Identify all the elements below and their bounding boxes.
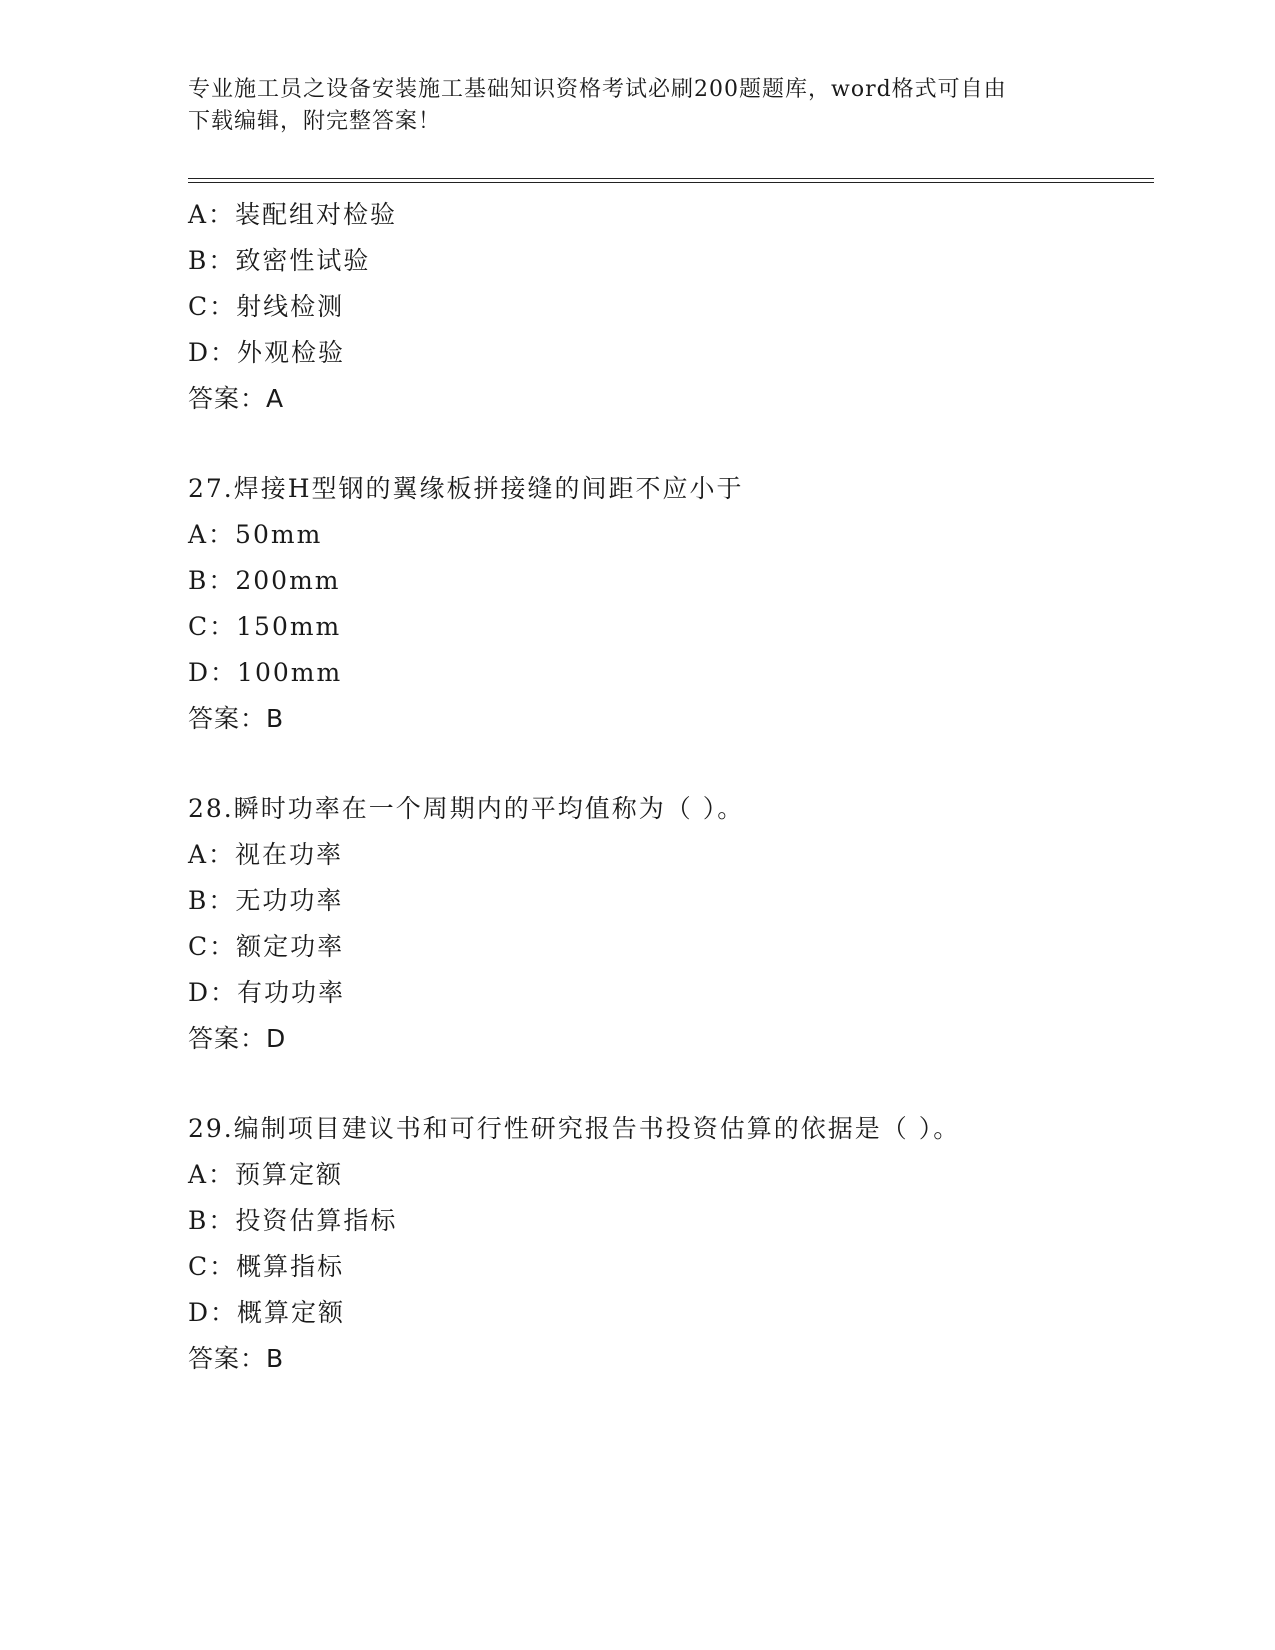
option-b: B：200mm — [188, 566, 341, 595]
option-a: A：装配组对检验 — [188, 200, 398, 229]
option-b: B：致密性试验 — [188, 246, 371, 275]
option-b: B：投资估算指标 — [188, 1206, 398, 1235]
option-c: C：额定功率 — [188, 932, 345, 961]
header-line-1: 专业施工员之设备安装施工基础知识资格考试必刷200题题库，word格式可自由 — [188, 77, 1007, 102]
question-text: 29.编制项目建议书和可行性研究报告书投资估算的依据是（ ）。 — [188, 1114, 961, 1143]
option-c: C：150mm — [188, 612, 342, 641]
block-spacer — [188, 1062, 1148, 1106]
document-header — [188, 74, 1088, 138]
block-spacer — [188, 742, 1148, 786]
question-block — [188, 466, 1148, 742]
option-d: D：外观检验 — [188, 338, 346, 367]
option-a: A：50mm — [188, 520, 323, 549]
question-block — [188, 1106, 1148, 1382]
question-list — [188, 192, 1148, 1382]
answer-line: 答案：B — [188, 704, 285, 733]
option-d: D：概算定额 — [188, 1298, 346, 1327]
question-block — [188, 786, 1148, 1062]
option-d: D：100mm — [188, 658, 343, 687]
option-c: C：射线检测 — [188, 292, 345, 321]
header-line-2: 下载编辑，附完整答案！ — [188, 109, 442, 134]
option-d: D：有功功率 — [188, 978, 346, 1007]
header-divider — [188, 178, 1154, 183]
answer-line: 答案：D — [188, 1024, 287, 1053]
block-spacer — [188, 422, 1148, 466]
answer-line: 答案：A — [188, 384, 285, 413]
question-text: 28.瞬时功率在一个周期内的平均值称为（ ）。 — [188, 794, 745, 823]
option-a: A：视在功率 — [188, 840, 344, 869]
option-b: B：无功功率 — [188, 886, 344, 915]
question-text: 27.焊接H型钢的翼缘板拼接缝的间距不应小于 — [188, 474, 744, 503]
answer-line: 答案：B — [188, 1344, 285, 1373]
option-a: A：预算定额 — [188, 1160, 344, 1189]
option-c: C：概算指标 — [188, 1252, 345, 1281]
question-block — [188, 192, 1148, 422]
